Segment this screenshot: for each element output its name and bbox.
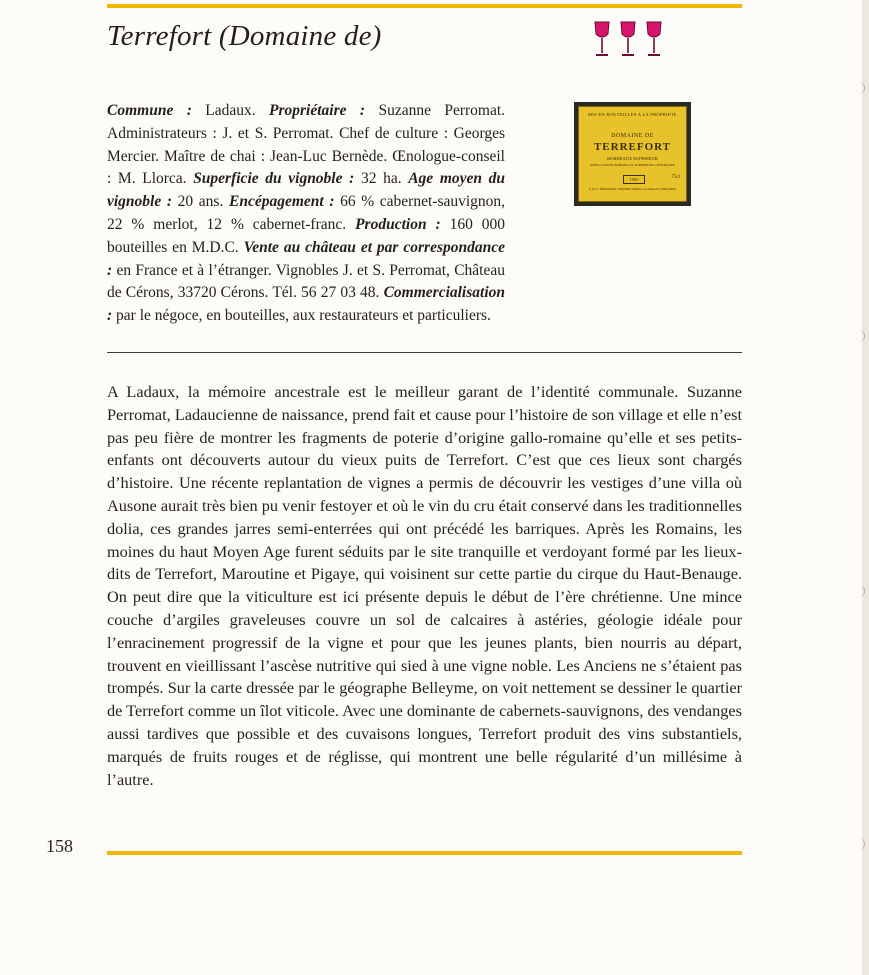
label-appellation-controlee: APPELLATION BORDEAUX SUPERIEUR CONTROLEE — [589, 163, 676, 167]
label-vintage: 1985 — [623, 175, 645, 184]
commune-label: Commune : — [107, 102, 192, 119]
vente-value: en France et à l’étranger. Vignobles J. et S. Perromat, Château de Cérons, 33720 Cérons. Tél. 56 27 03 48. — [107, 261, 506, 302]
production-label: Production : — [355, 215, 441, 233]
page-title: Terrefort (Domaine de) — [107, 20, 382, 52]
top-rule — [107, 4, 742, 8]
body-paragraph: A Ladaux, la mémoire ancestrale est le meilleur garant de l’identité communale. Suzanne Perromat, Ladaucienne de naissance, prend fait et cause pour l’histoire de son village et elle n’est pas peu fière de montrer les fragments de poterie d’origine gallo-romaine qu’elle et ses petits-enfants ont découverts autour du vieux puits de Terrefort. C’est que ces lieux sont chargés d’histoire. Une récente replantation de vignes a permis de découvrir les vestiges d’une villa où Ausone aurait très bien pu venir festoyer et où le vin du cru était conservé dans les traditionnelles dolia, ces grandes jarres semi-enterrées qui ont précédé les barriques. Après les Romains, les moines du haut Moyen Age furent séduits par le site tranquille et verdoyant formé par les lieux-dits de Terrefort, Maroutine et Pigaye, qui voisinent sur cette partie du cirque du Haut-Benauge. On peut dire que la viticulture est ici présente depuis le début de l’ère chrétienne. Une mince couche d’argiles graveleuses couvre un sol de calcaires à astéries, géologie idéale pour l’enracinement progressif de la vigne et pour que les jeunes plants, bien nourris au départ, trouvent en vieillissant l’ascèse nutritive qui sied à une vigne noble. Les Anciens ne s’étaient pas trompés. Sur la carte dressée par le géographe Belleyme, on voit nettement se dessiner le quartier de Terrefort comme un îlot viticole. Avec une dominante de cabernets-sauvignons, des vendanges aussi tardives que possible et des cuvaisons longues, Terrefort produit des vins substantiels, marqués de fruits rouges et de réglisse, qui montrent une belle régularité d’un millésime à l’autre. — [107, 382, 742, 789]
label-appellation: BORDEAUX SUPERIEUR — [607, 156, 658, 161]
page-edge — [862, 0, 869, 975]
estate-info — [107, 100, 505, 328]
commercialisation-value: par le négoce, en bouteilles, aux restaurateurs et particuliers. — [116, 307, 491, 325]
rating-glasses — [592, 20, 664, 60]
superficie-label: Superficie du vignoble : — [193, 170, 355, 188]
bottom-rule — [107, 851, 742, 855]
encepagement-value: 66 % cabernet-sauvignon, 22 % merlot, 12 % cabernet-franc. — [107, 193, 506, 233]
age-value: 20 ans. — [177, 193, 224, 211]
wine-glass-icon — [595, 22, 609, 55]
proprietaire-value: Suzanne Perromat. Administrateurs : J. et S. Perromat. Chef de culture : Georges Mercier. Maître de chai : Jean-Luc Bernède. Œnologue-conseil : M. Llorca. — [107, 102, 506, 188]
commercialisation-label: Commercialisation : — [107, 284, 506, 325]
label-domaine-text: DOMAINE DE — [611, 133, 654, 139]
label-owner-text: S. ET J. PERROMAT, PROPRIETAIRES A LADAUX (GIRONDE) — [588, 187, 677, 191]
wine-label-image — [574, 102, 691, 206]
wine-glass-icon — [621, 22, 635, 55]
page-number: 158 — [46, 836, 73, 856]
proprietaire-label: Propriétaire : — [269, 102, 366, 119]
section-divider — [107, 352, 742, 353]
encepagement-label: Encépagement : — [228, 193, 335, 211]
label-volume: 75cl — [671, 175, 680, 180]
wine-label — [578, 106, 687, 202]
commune-value: Ladaux. — [205, 102, 256, 119]
wine-glass-icon — [647, 22, 661, 55]
label-estate-name: TERREFORT — [593, 141, 672, 153]
production-value: 160 000 bouteilles en M.D.C. — [107, 215, 506, 256]
superficie-value: 32 ha. — [360, 170, 402, 188]
label-bottling-text: MIS EN BOUTEILLES A LA PROPRIETE — [588, 112, 677, 117]
vente-label: Vente au château et par correspondance : — [107, 238, 505, 279]
age-label: Age moyen du vignoble : — [107, 170, 506, 211]
